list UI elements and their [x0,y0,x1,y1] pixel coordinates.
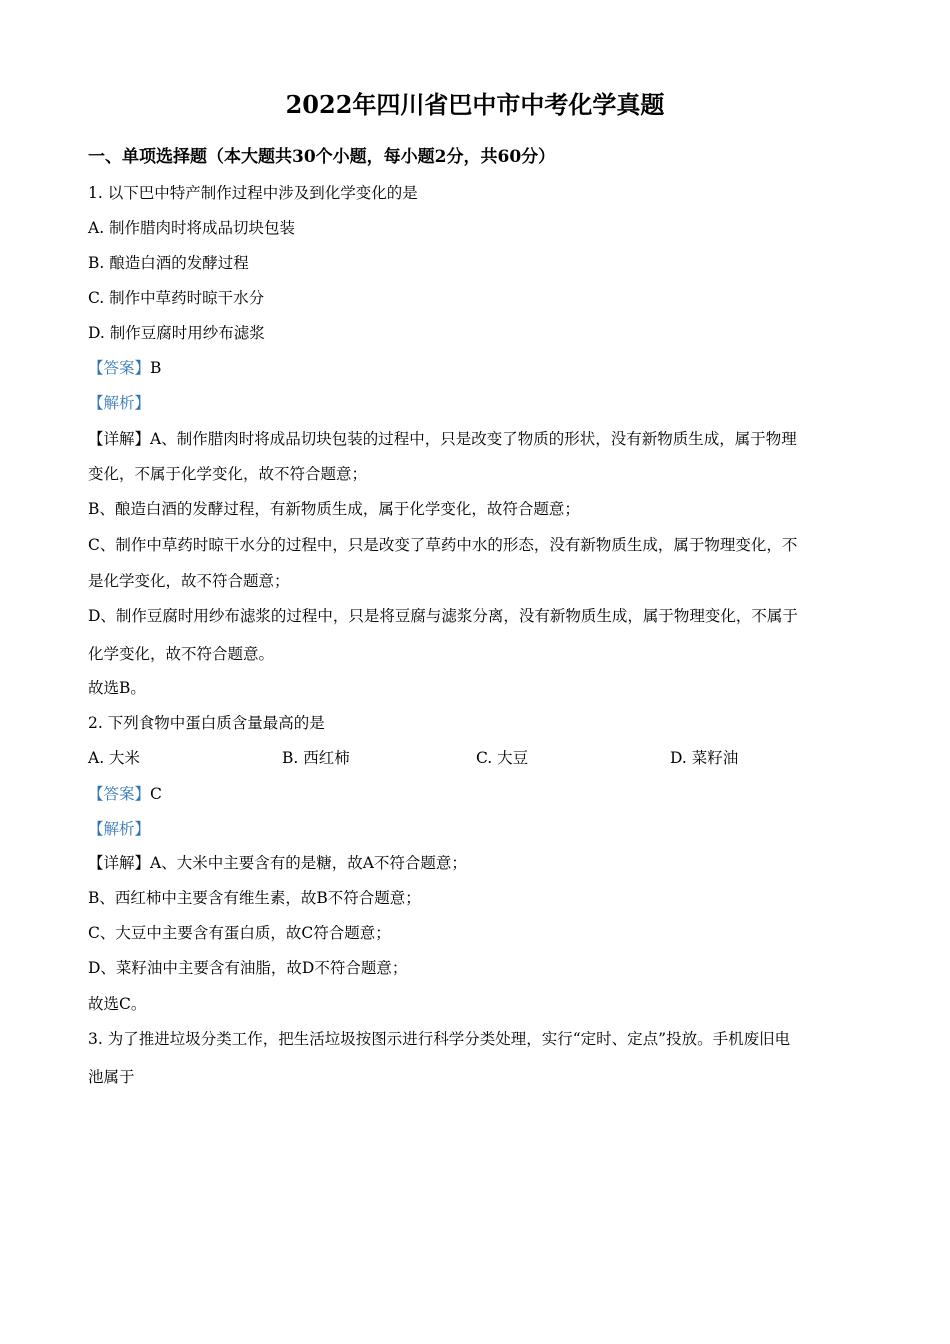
question-1-option-d: D. 制作豆腐时用纱布滤浆 [88,324,265,342]
question-1-detail-line: 故选B。 [88,679,146,697]
question-2-detail-line: 【详解】A、大米中主要含有的是糖，故A不符合题意； [88,854,467,872]
question-2-detail-line: 故选C。 [88,995,147,1013]
question-1-detail-line: 是化学变化，故不符合题意； [88,572,290,590]
question-1-detail-line: D、制作豆腐时用纱布滤浆的过程中，只是将豆腐与滤浆分离，没有新物质生成，属于物理变化，不属于 [88,607,798,625]
question-2-analysis-label [88,817,150,841]
question-1-detail-line: 化学变化，故不符合题意。 [88,645,275,663]
question-2-stem: 2. 下列食物中蛋白质含量最高的是 [88,714,325,732]
question-2-option-b: B. 西红柿 [282,749,350,767]
question-1-option-a: A. 制作腊肉时将成品切块包装 [88,219,296,237]
answer-value: B [150,359,162,377]
question-1-detail-line: 【详解】A、制作腊肉时将成品切块包装的过程中，只是改变了物质的形状，没有新物质生成，属于物理 [88,430,797,448]
question-1-detail-line: C、制作中草药时晾干水分的过程中，只是改变了草药中水的形态，没有新物质生成，属于物理变化，不 [88,536,798,554]
page-title: 2022年四川省巴中市中考化学真题 [285,90,665,119]
question-3-stem-line: 池属于 [88,1068,135,1086]
question-2-detail-line: D、菜籽油中主要含有油脂，故D不符合题意； [88,959,408,977]
question-2-detail-line: B、西红柿中主要含有维生素，故B不符合题意； [88,889,421,907]
question-1-option-b: B. 酿造白酒的发酵过程 [88,254,249,272]
question-1-analysis-label [88,391,150,415]
analysis-label: 【解析】 [88,394,151,412]
question-2-option-c: C. 大豆 [476,749,529,767]
question-2-answer [88,782,162,806]
answer-label: 【答案】 [88,359,151,377]
question-1-detail-line: 变化，不属于化学变化，故不符合题意； [88,465,368,483]
question-1-stem: 1. 以下巴中特产制作过程中涉及到化学变化的是 [88,184,418,202]
section-heading: 一、单项选择题（本大题共30个小题，每小题2分，共60分） [88,147,556,167]
answer-label: 【答案】 [88,785,151,803]
answer-value: C [150,785,162,803]
question-2-detail-line: C、大豆中主要含有蛋白质，故C符合题意； [88,924,391,942]
analysis-label: 【解析】 [88,820,151,838]
question-2-option-a: A. 大米 [88,749,141,767]
question-1-option-c: C. 制作中草药时晾干水分 [88,289,265,307]
question-1-answer [88,356,161,380]
question-3-stem-line: 3. 为了推进垃圾分类工作，把生活垃圾按图示进行科学分类处理，实行“定时、定点”投放。手机废旧电 [88,1030,791,1048]
question-1-detail-line: B、酿造白酒的发酵过程，有新物质生成，属于化学变化，故符合题意； [88,500,580,518]
question-2-option-d: D. 菜籽油 [670,749,739,767]
